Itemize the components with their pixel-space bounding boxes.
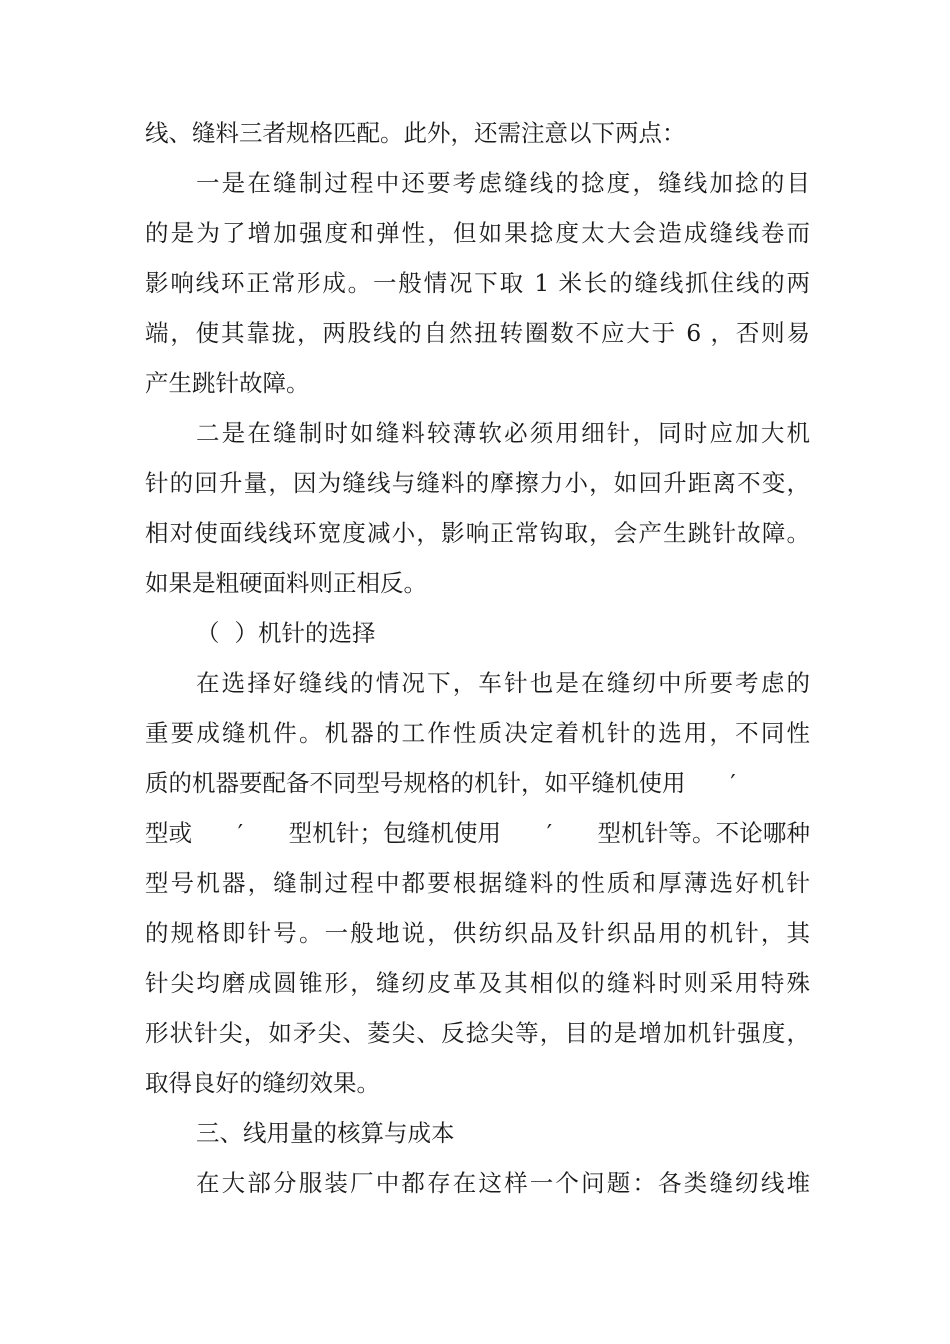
text-line-7: 二是在缝制时如缝料较薄软必须用细针，同时应加大机 bbox=[196, 419, 810, 447]
text-line-18: 针尖均磨成圆锥形，缝纫皮革及其相似的缝料时则采用特殊 bbox=[145, 969, 810, 997]
text-line-22: 在大部分服装厂中都存在这样一个问题：各类缝纫线堆 bbox=[196, 1169, 810, 1197]
text-line-17: 的规格即针号。一般地说，供纺织品及针织品用的机针，其 bbox=[145, 919, 810, 947]
text-line-15: 型或 ′ 型机针；包缝机使用 ′ 型机针等。不论哪种 bbox=[145, 819, 810, 847]
section-heading-needle-selection: （ ）机针的选择 bbox=[196, 619, 376, 647]
text-line-10: 如果是粗硬面料则正相反。 bbox=[145, 569, 427, 597]
text-line-9: 相对使面线线环宽度减小，影响正常钩取，会产生跳针故障。 bbox=[145, 519, 810, 547]
text-line-19: 形状针尖，如矛尖、菱尖、反捻尖等，目的是增加机针强度， bbox=[145, 1019, 810, 1047]
text-line-2: 一是在缝制过程中还要考虑缝线的捻度，缝线加捻的目 bbox=[196, 169, 810, 197]
text-line-20: 取得良好的缝纫效果。 bbox=[145, 1069, 380, 1097]
text-line-1: 线、缝料三者规格匹配。此外，还需注意以下两点： bbox=[145, 119, 686, 147]
section-heading-thread-consumption: 三、线用量的核算与成本 bbox=[196, 1119, 455, 1147]
text-line-16: 型号机器，缝制过程中都要根据缝料的性质和厚薄选好机针 bbox=[145, 869, 810, 897]
text-line-13: 重要成缝机件。机器的工作性质决定着机针的选用，不同性 bbox=[145, 719, 810, 747]
text-line-6: 产生跳针故障。 bbox=[145, 369, 310, 397]
text-line-8: 针的回升量，因为缝线与缝料的摩擦力小，如回升距离不变， bbox=[145, 469, 810, 497]
text-line-4: 影响线环正常形成。一般情况下取 1 米长的缝线抓住线的两 bbox=[145, 269, 810, 297]
text-line-12: 在选择好缝线的情况下，车针也是在缝纫中所要考虑的 bbox=[196, 669, 810, 697]
text-line-3: 的是为了增加强度和弹性，但如果捻度太大会造成缝线卷而 bbox=[145, 219, 810, 247]
text-line-14: 质的机器要配备不同型号规格的机针，如平缝机使用 ′ bbox=[145, 769, 736, 797]
text-line-5: 端，使其靠拢，两股线的自然扭转圈数不应大于 6 ，否则易 bbox=[145, 319, 810, 347]
